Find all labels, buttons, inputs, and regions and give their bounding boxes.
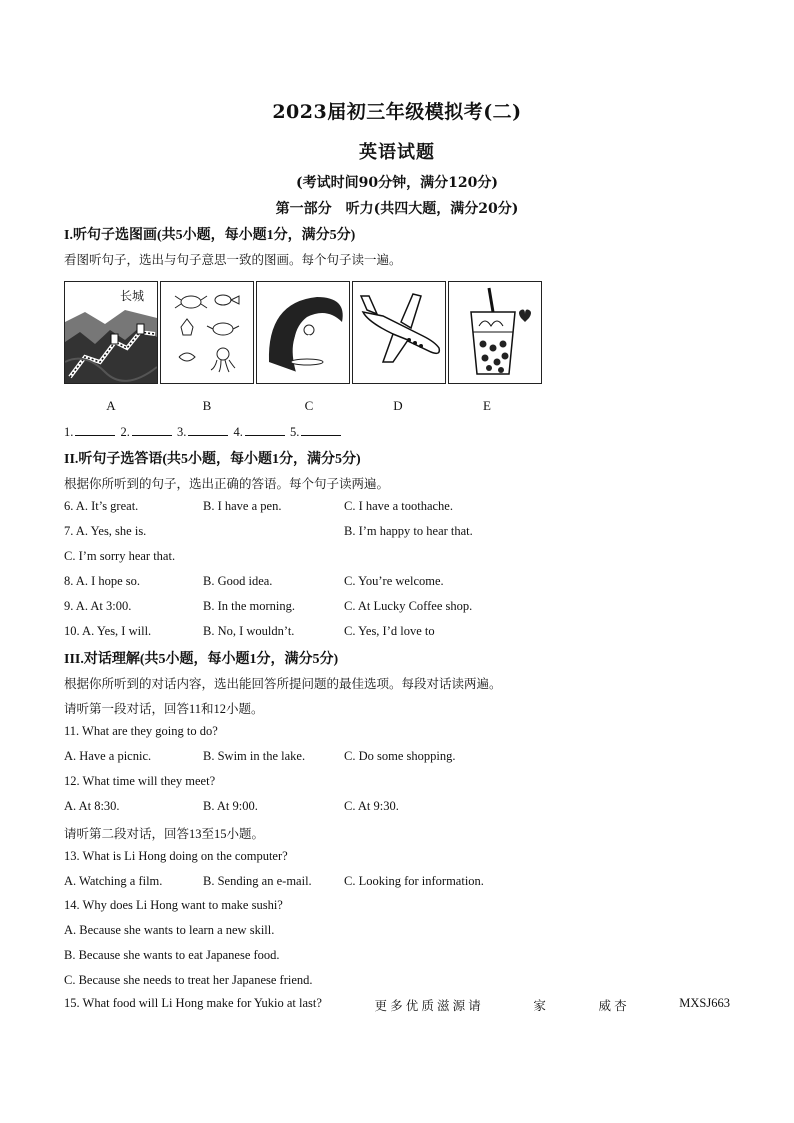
q13-option-a: A. Watching a film. xyxy=(64,874,163,888)
q10-option-a: 10. A. Yes, I will. xyxy=(64,624,152,638)
section3-heading: III.对话理解(共5小题，每小题1分，满分5分) xyxy=(64,652,339,667)
answer-blanks xyxy=(64,425,343,440)
q8-option-c: C. You’re welcome. xyxy=(344,574,444,588)
airplane-picture xyxy=(352,281,446,384)
watermark-text-1: 更 多 优 质 滋 源 请 xyxy=(374,999,481,1013)
q12-option-b: B. At 9:00. xyxy=(203,799,258,813)
blank-label: 4. xyxy=(233,425,243,439)
q11-question: 11. What are they going to do? xyxy=(64,724,218,738)
q12-question: 12. What time will they meet? xyxy=(64,774,216,788)
q7-option-c: C. I’m sorry hear that. xyxy=(64,549,176,563)
sea-animals-picture xyxy=(160,281,254,384)
answer-blank[interactable] xyxy=(75,425,115,436)
watermark-text-4: MXSJ663 xyxy=(679,996,730,1010)
dialog1-instruction: 请听第一段对话，回答11和12小题。 xyxy=(64,702,264,716)
q8-option-a: 8. A. I hope so. xyxy=(64,574,141,588)
q11-option-b: B. Swim in the lake. xyxy=(203,749,306,763)
q10-option-c: C. Yes, I’d love to xyxy=(344,624,435,638)
exam-subject: 英语试题 xyxy=(359,142,435,163)
section1-instruction: 看图听句子，选出与句子意思一致的图画。每个句子读一遍。 xyxy=(64,253,402,267)
q14-question: 14. Why does Li Hong want to make sushi? xyxy=(64,898,283,912)
answer-blank[interactable] xyxy=(301,425,341,436)
answer-blank[interactable] xyxy=(245,425,285,436)
great-wall-caption: 长城 xyxy=(120,289,145,303)
q12-option-c: C. At 9:30. xyxy=(344,799,399,813)
exam-title: 2023届初三年级模拟考(二) xyxy=(272,101,522,123)
q14-option-b: B. Because she wants to eat Japanese food. xyxy=(64,948,280,962)
part-heading: 第一部分 听力(共四大题，满分20分) xyxy=(275,201,519,217)
q7-option-b: B. I’m happy to hear that. xyxy=(344,524,473,538)
picture-letter-c: C xyxy=(304,398,314,413)
picture-letter-d: D xyxy=(393,398,403,413)
bubble-tea-picture xyxy=(448,281,542,384)
answer-blank[interactable] xyxy=(188,425,228,436)
picture-letter-e: E xyxy=(483,398,491,413)
blank-label: 5. xyxy=(290,425,300,439)
q7-option-a: 7. A. Yes, she is. xyxy=(64,524,147,538)
q8-option-b: B. Good idea. xyxy=(203,574,273,588)
section1-heading: I.听句子选图画(共5小题，每小题1分，满分5分) xyxy=(64,228,356,243)
watermark-text-2: 家 xyxy=(533,999,546,1013)
q9-option-b: B. In the morning. xyxy=(203,599,296,613)
q11-option-c: C. Do some shopping. xyxy=(344,749,456,763)
section3-instruction: 根据你所听到的对话内容，选出能回答所提问题的最佳选项。每段对话读两遍。 xyxy=(64,677,502,691)
q11-option-a: A. Have a picnic. xyxy=(64,749,152,763)
blank-label: 1. xyxy=(64,425,74,439)
surfer-picture xyxy=(256,281,350,384)
q6-option-a: 6. A. It’s great. xyxy=(64,499,139,513)
section2-instruction: 根据你所听到的句子，选出正确的答语。每个句子读两遍。 xyxy=(64,477,390,491)
watermark-text-3: 威 杏 xyxy=(598,999,627,1013)
q9-option-c: C. At Lucky Coffee shop. xyxy=(344,599,473,613)
q12-option-a: A. At 8:30. xyxy=(64,799,120,813)
exam-info: (考试时间90分钟，满分120分) xyxy=(296,175,498,191)
picture-letter-a: A xyxy=(106,398,116,413)
q6-option-b: B. I have a pen. xyxy=(203,499,282,513)
q13-option-b: B. Sending an e-mail. xyxy=(203,874,312,888)
q14-option-c: C. Because she needs to treat her Japanese friend. xyxy=(64,973,313,987)
q13-question: 13. What is Li Hong doing on the computer? xyxy=(64,849,288,863)
blank-label: 3. xyxy=(177,425,187,439)
q10-option-b: B. No, I wouldn’t. xyxy=(203,624,295,638)
q13-option-c: C. Looking for information. xyxy=(344,874,484,888)
q9-option-a: 9. A. At 3:00. xyxy=(64,599,132,613)
q6-option-c: C. I have a toothache. xyxy=(344,499,453,513)
q14-option-a: A. Because she wants to learn a new skill. xyxy=(64,923,275,937)
picture-letter-b: B xyxy=(202,398,212,413)
q15-question: 15. What food will Li Hong make for Yukio at last? xyxy=(64,996,322,1010)
answer-blank[interactable] xyxy=(132,425,172,436)
section2-heading: II.听句子选答语(共5小题，每小题1分，满分5分) xyxy=(64,452,361,467)
dialog2-instruction: 请听第二段对话，回答13至15小题。 xyxy=(64,827,265,841)
q15-line xyxy=(64,996,730,1014)
great-wall-picture xyxy=(64,281,158,384)
blank-label: 2. xyxy=(120,425,130,439)
